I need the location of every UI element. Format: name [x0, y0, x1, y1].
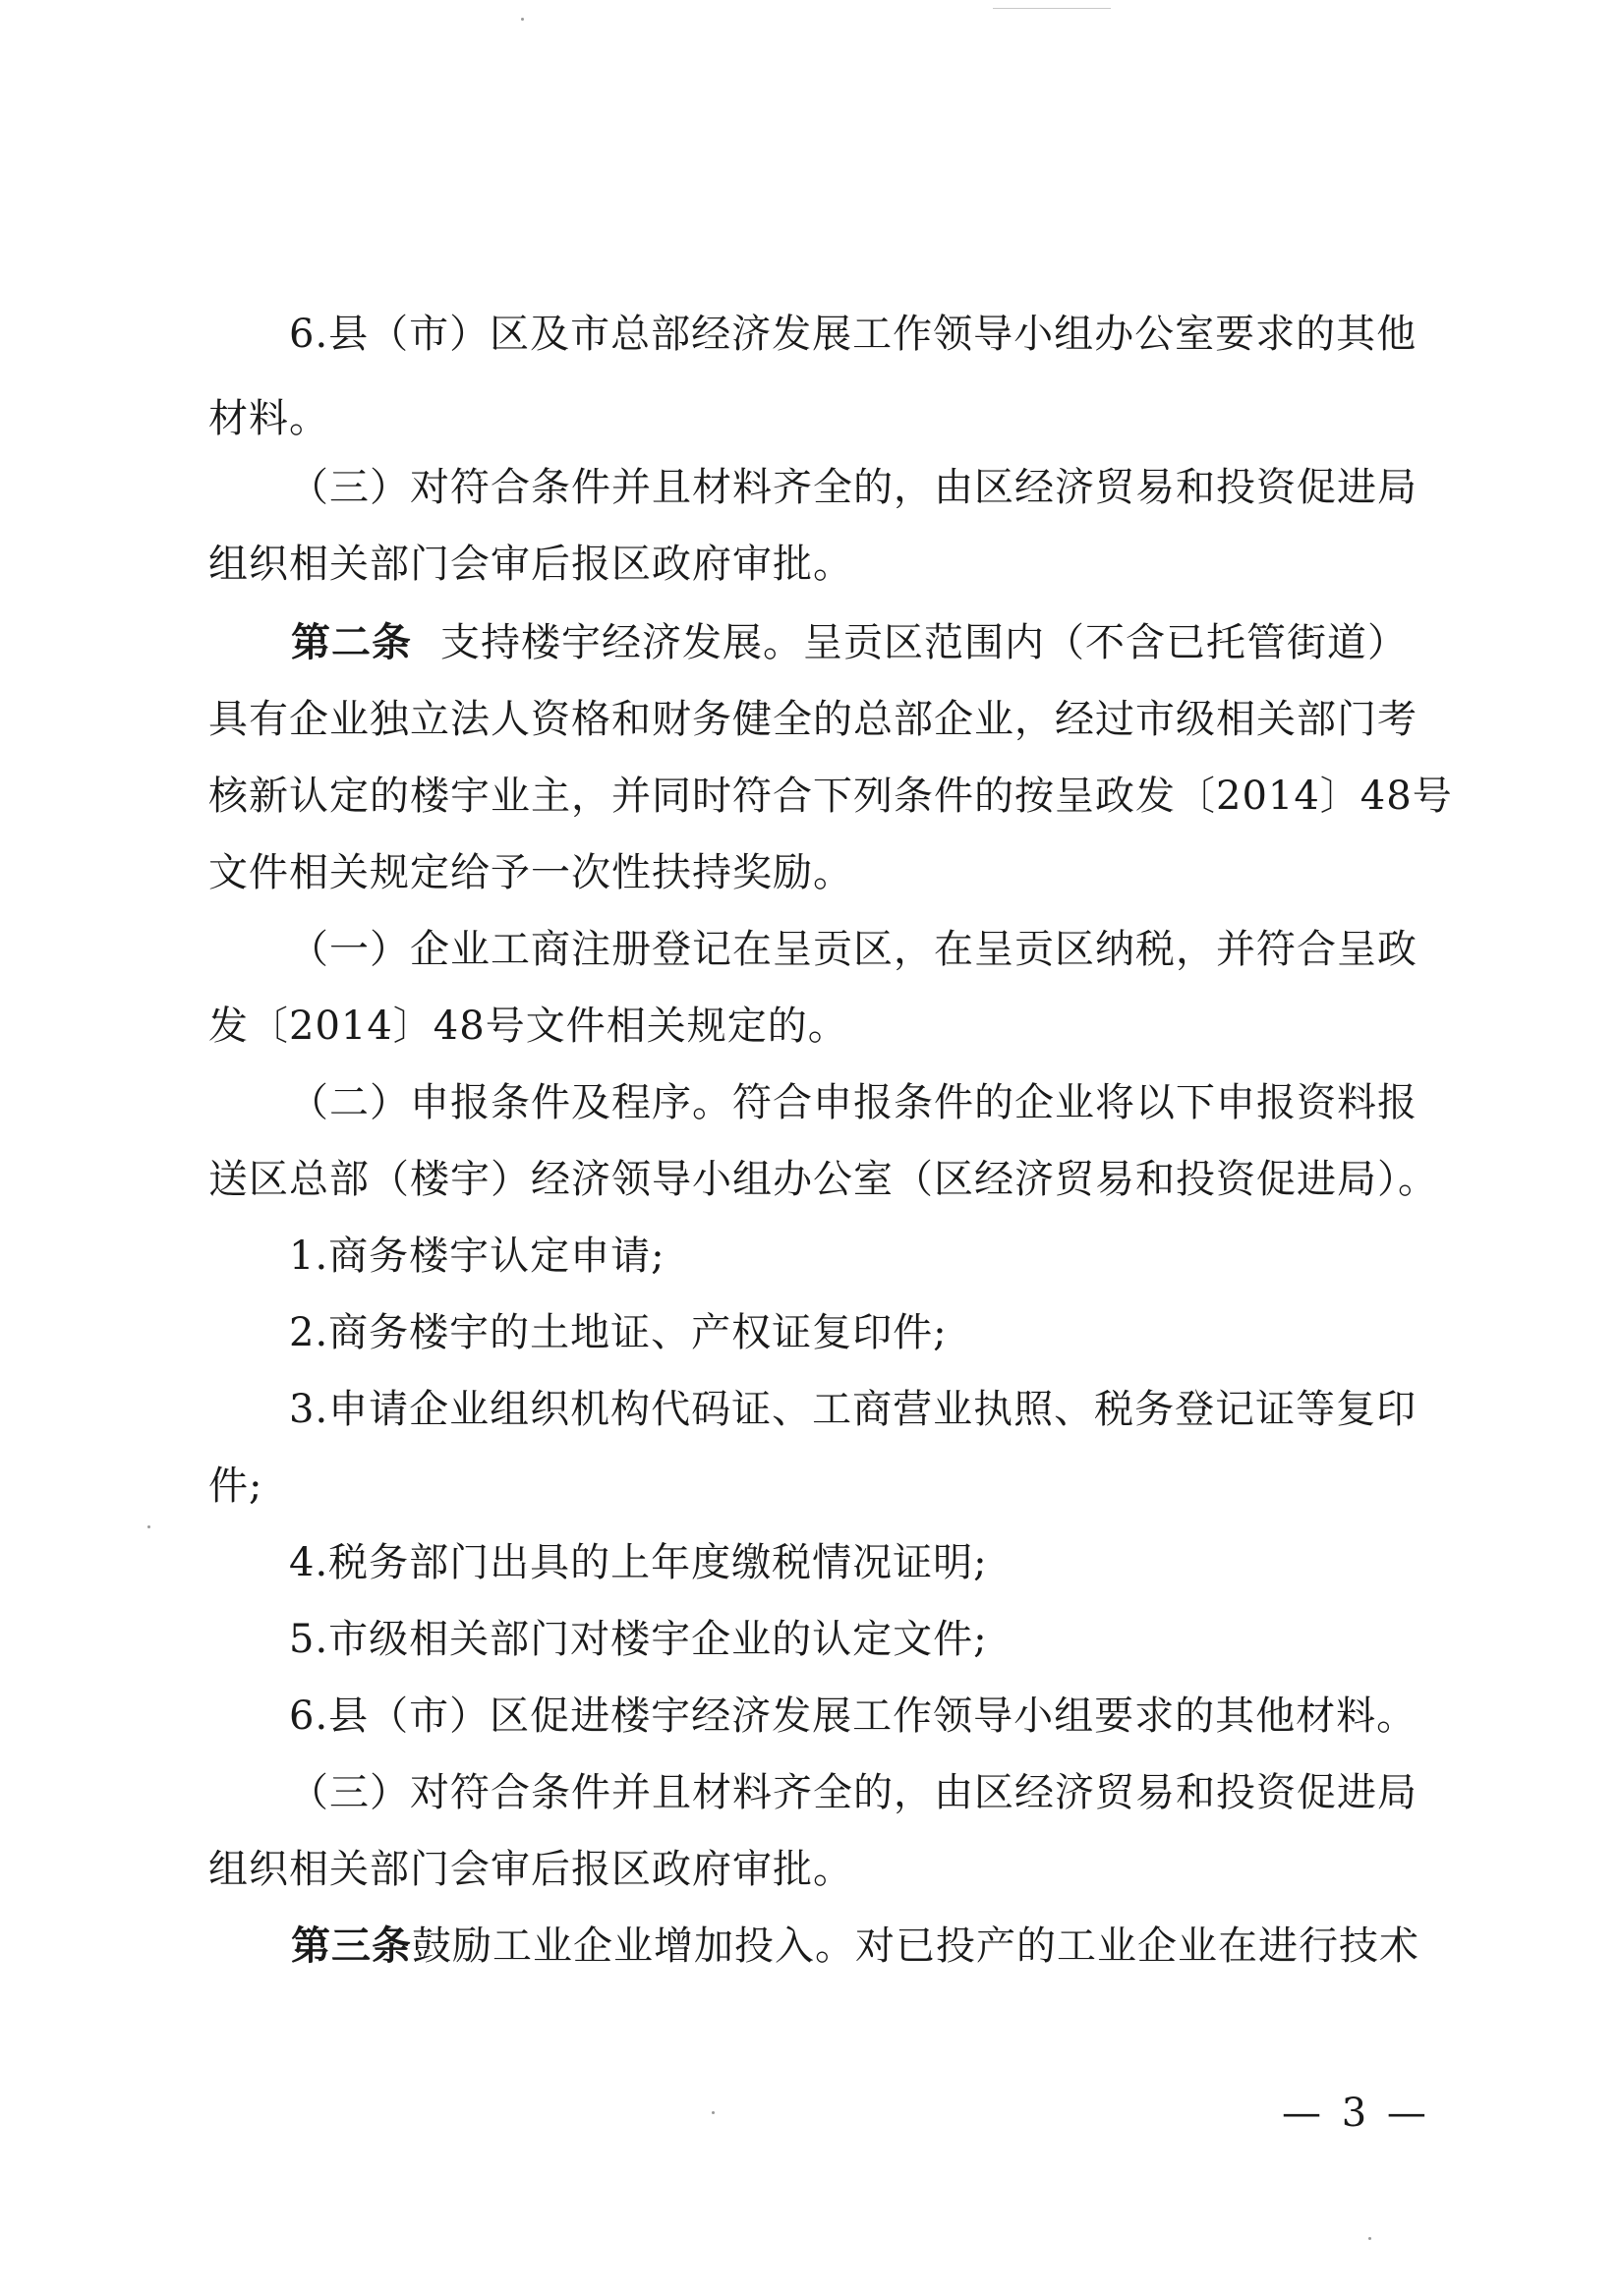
- line-text: 3.申请企业组织机构代码证、工商营业执照、税务登记证等复印: [289, 1387, 1418, 1432]
- text-line: [291, 1921, 1419, 1972]
- line-text: 2.商务楼宇的土地证、产权证复印件;: [289, 1310, 948, 1355]
- scan-speck: [147, 1525, 150, 1528]
- text-line: [208, 1001, 848, 1052]
- line-text: 鼓励工业企业增加投入。对已投产的工业企业在进行技术: [412, 1923, 1419, 1969]
- line-text: （三）对符合条件并且材料齐全的，由区经济贸易和投资促进局: [289, 465, 1418, 510]
- text-line: [208, 1154, 1438, 1205]
- text-line: [208, 1461, 262, 1512]
- line-text: 发〔2014〕48号文件相关规定的。: [208, 1004, 848, 1049]
- line-text: 组织相关部门会审后报区政府审批。: [208, 542, 853, 587]
- line-text: 5.市级相关部门对楼宇企业的认定文件;: [289, 1617, 988, 1662]
- text-line: [289, 462, 1418, 513]
- list-item: [289, 1537, 988, 1588]
- text-line: [208, 694, 1418, 745]
- line-text: 件;: [208, 1464, 263, 1509]
- article-heading: 第二条: [291, 619, 412, 665]
- line-text: 材料。: [208, 396, 329, 441]
- scan-speck: [1368, 2237, 1371, 2240]
- line-text: 1.商务楼宇认定申请;: [289, 1234, 665, 1279]
- text-line: [208, 393, 329, 444]
- list-item: [289, 1307, 948, 1358]
- list-item: [289, 1691, 1417, 1742]
- line-text: 送区总部（楼宇）经济领导小组办公室（区经济贸易和投资促进局）。: [208, 1157, 1438, 1202]
- line-text: 组织相关部门会审后报区政府审批。: [208, 1847, 853, 1892]
- text-line: [208, 771, 1453, 822]
- list-item: [289, 1384, 1418, 1435]
- article-heading: 第三条: [291, 1923, 412, 1969]
- text-line: [289, 1767, 1418, 1818]
- line-text: 6.县（市）区促进楼宇经济发展工作领导小组要求的其他材料。: [289, 1693, 1418, 1739]
- list-item: [289, 1231, 665, 1282]
- text-line: [208, 539, 853, 590]
- scan-speck: [521, 18, 524, 21]
- text-line: [289, 924, 1418, 975]
- line-text: 具有企业独立法人资格和财务健全的总部企业，经过市级相关部门考: [208, 697, 1418, 742]
- text-line: [289, 1077, 1418, 1128]
- line-text: 4.税务部门出具的上年度缴税情况证明;: [289, 1540, 988, 1585]
- text-line: [291, 617, 1408, 668]
- line-text: （三）对符合条件并且材料齐全的，由区经济贸易和投资促进局: [289, 1770, 1418, 1815]
- line-text: 核新认定的楼宇业主，并同时符合下列条件的按呈政发〔2014〕48号: [208, 774, 1453, 819]
- line-text: 支持楼宇经济发展。呈贡区范围内（不含已托管街道）: [440, 620, 1408, 665]
- text-line: [289, 309, 1418, 360]
- scan-speck: [712, 2111, 715, 2114]
- line-text: （二）申报条件及程序。符合申报条件的企业将以下申报资料报: [289, 1080, 1418, 1125]
- line-text: 文件相关规定给予一次性扶持奖励。: [208, 850, 853, 895]
- scan-speck: [993, 8, 1111, 9]
- page-number: — 3 —: [1282, 2091, 1430, 2136]
- text-line: [208, 847, 853, 898]
- line-text: （一）企业工商注册登记在呈贡区，在呈贡区纳税，并符合呈政: [289, 927, 1418, 972]
- text-line: [208, 1844, 853, 1895]
- line-text: 6.县（市）区及市总部经济发展工作领导小组办公室要求的其他: [289, 312, 1418, 357]
- list-item: [289, 1614, 988, 1665]
